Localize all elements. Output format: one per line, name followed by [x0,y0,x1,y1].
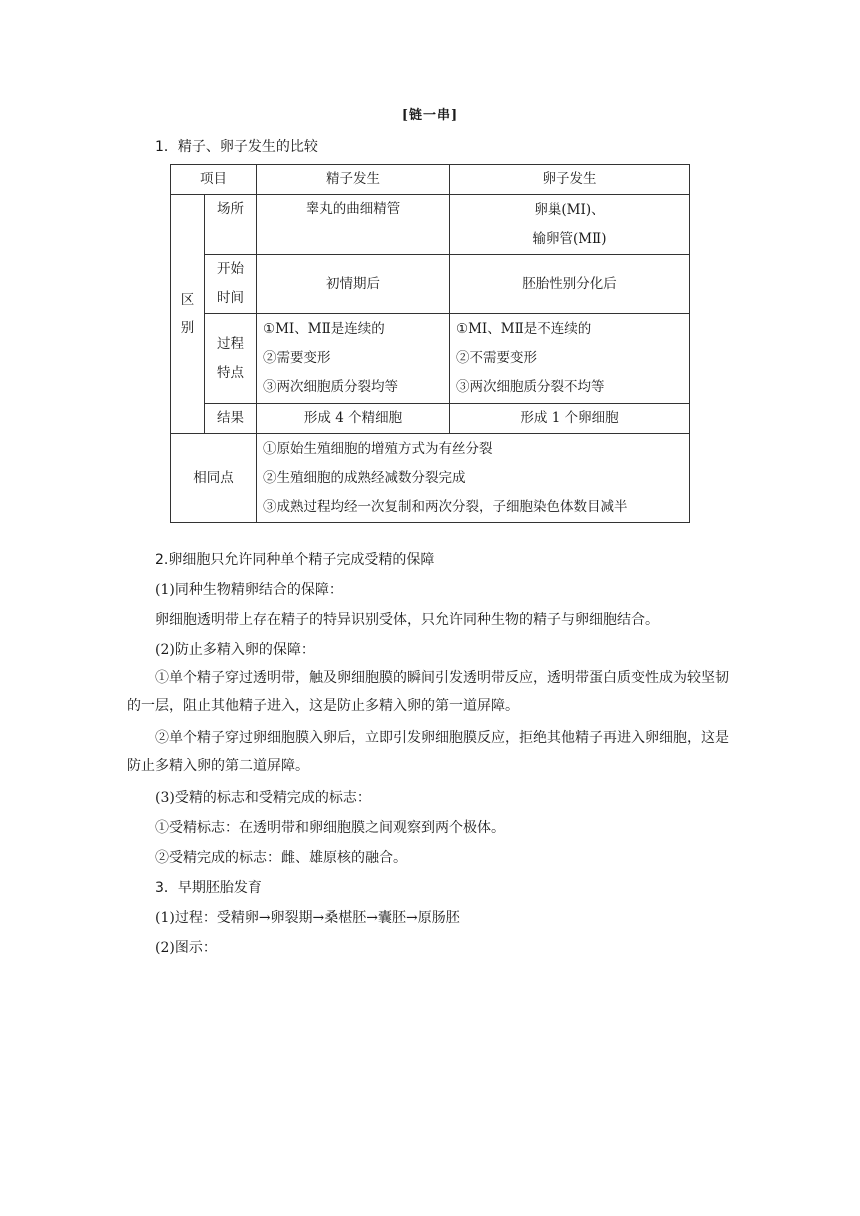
header-egg: 卵子发生 [450,165,690,195]
header-sperm: 精子发生 [257,165,450,195]
table-header-row [171,165,690,195]
cell-place-sperm: 睾丸的曲细精管 [257,195,450,255]
comparison-table [170,164,690,523]
section3-title: 3．早期胚胎发育 [155,880,262,896]
section2-p3: (2)防止多精入卵的保障： [155,642,315,658]
cell-process-sperm: ①MⅠ、MⅡ是连续的 ②需要变形 ③两次细胞质分裂均等 [257,314,450,404]
section2-p6: (3)受精的标志和受精完成的标志： [155,790,371,806]
table-row-process [171,314,690,404]
cell-result-sperm: 形成 4 个精细胞 [257,404,450,434]
cell-result-egg: 形成 1 个卵细胞 [450,404,690,434]
row-label-same: 相同点 [171,434,257,523]
section2-p2: 卵细胞透明带上存在精子的特异识别受体，只允许同种生物的精子与卵细胞结合。 [155,612,659,628]
section2-title: 2.卵细胞只允许同种单个精子完成受精的保障 [155,552,435,568]
row-label-result: 结果 [205,404,257,434]
section2-p7: ①受精标志：在透明带和卵细胞膜之间观察到两个极体。 [155,820,505,836]
cell-start-egg: 胚胎性别分化后 [450,255,690,314]
section1-title: 1．精子、卵子发生的比较 [155,139,318,155]
group-label-difference: 区 别 [171,195,205,434]
row-label-place: 场所 [205,195,257,255]
section-banner: [链一串] [401,108,459,123]
cell-same-items: ①原始生殖细胞的增殖方式为有丝分裂 ②生殖细胞的成熟经减数分裂完成 ③成熟过程均经一次复制和两次分裂，子细胞染色体数目减半 [257,434,690,523]
table-row-result [171,404,690,434]
section3-p2: (2)图示： [155,940,217,956]
section2-p5: ②单个精子穿过卵细胞膜入卵后，立即引发卵细胞膜反应，拒绝其他精子再进入卵细胞，这是防止多精入卵的第二道屏障。 [127,730,729,774]
row-label-start: 开始 时间 [205,255,257,314]
cell-place-egg: 卵巢(MⅠ)、 输卵管(MⅡ) [450,195,690,255]
cell-start-sperm: 初情期后 [257,255,450,314]
table-row-place [171,195,690,255]
section3-p1: (1)过程：受精卵→卵裂期→桑椹胚→囊胚→原肠胚 [155,910,460,926]
row-label-process: 过程 特点 [205,314,257,404]
section2-p1: (1)同种生物精卵结合的保障： [155,582,343,598]
table-row-start [171,255,690,314]
section2-p4: ①单个精子穿过透明带，触及卵细胞膜的瞬间引发透明带反应，透明带蛋白质变性成为较坚韧的一层，阻止其他精子进入，这是防止多精入卵的第一道屏障。 [127,670,729,714]
table-row-same [171,434,690,523]
header-item: 项目 [171,165,257,195]
section2-p8: ②受精完成的标志：雌、雄原核的融合。 [155,850,407,866]
cell-process-egg: ①MⅠ、MⅡ是不连续的 ②不需要变形 ③两次细胞质分裂不均等 [450,314,690,404]
